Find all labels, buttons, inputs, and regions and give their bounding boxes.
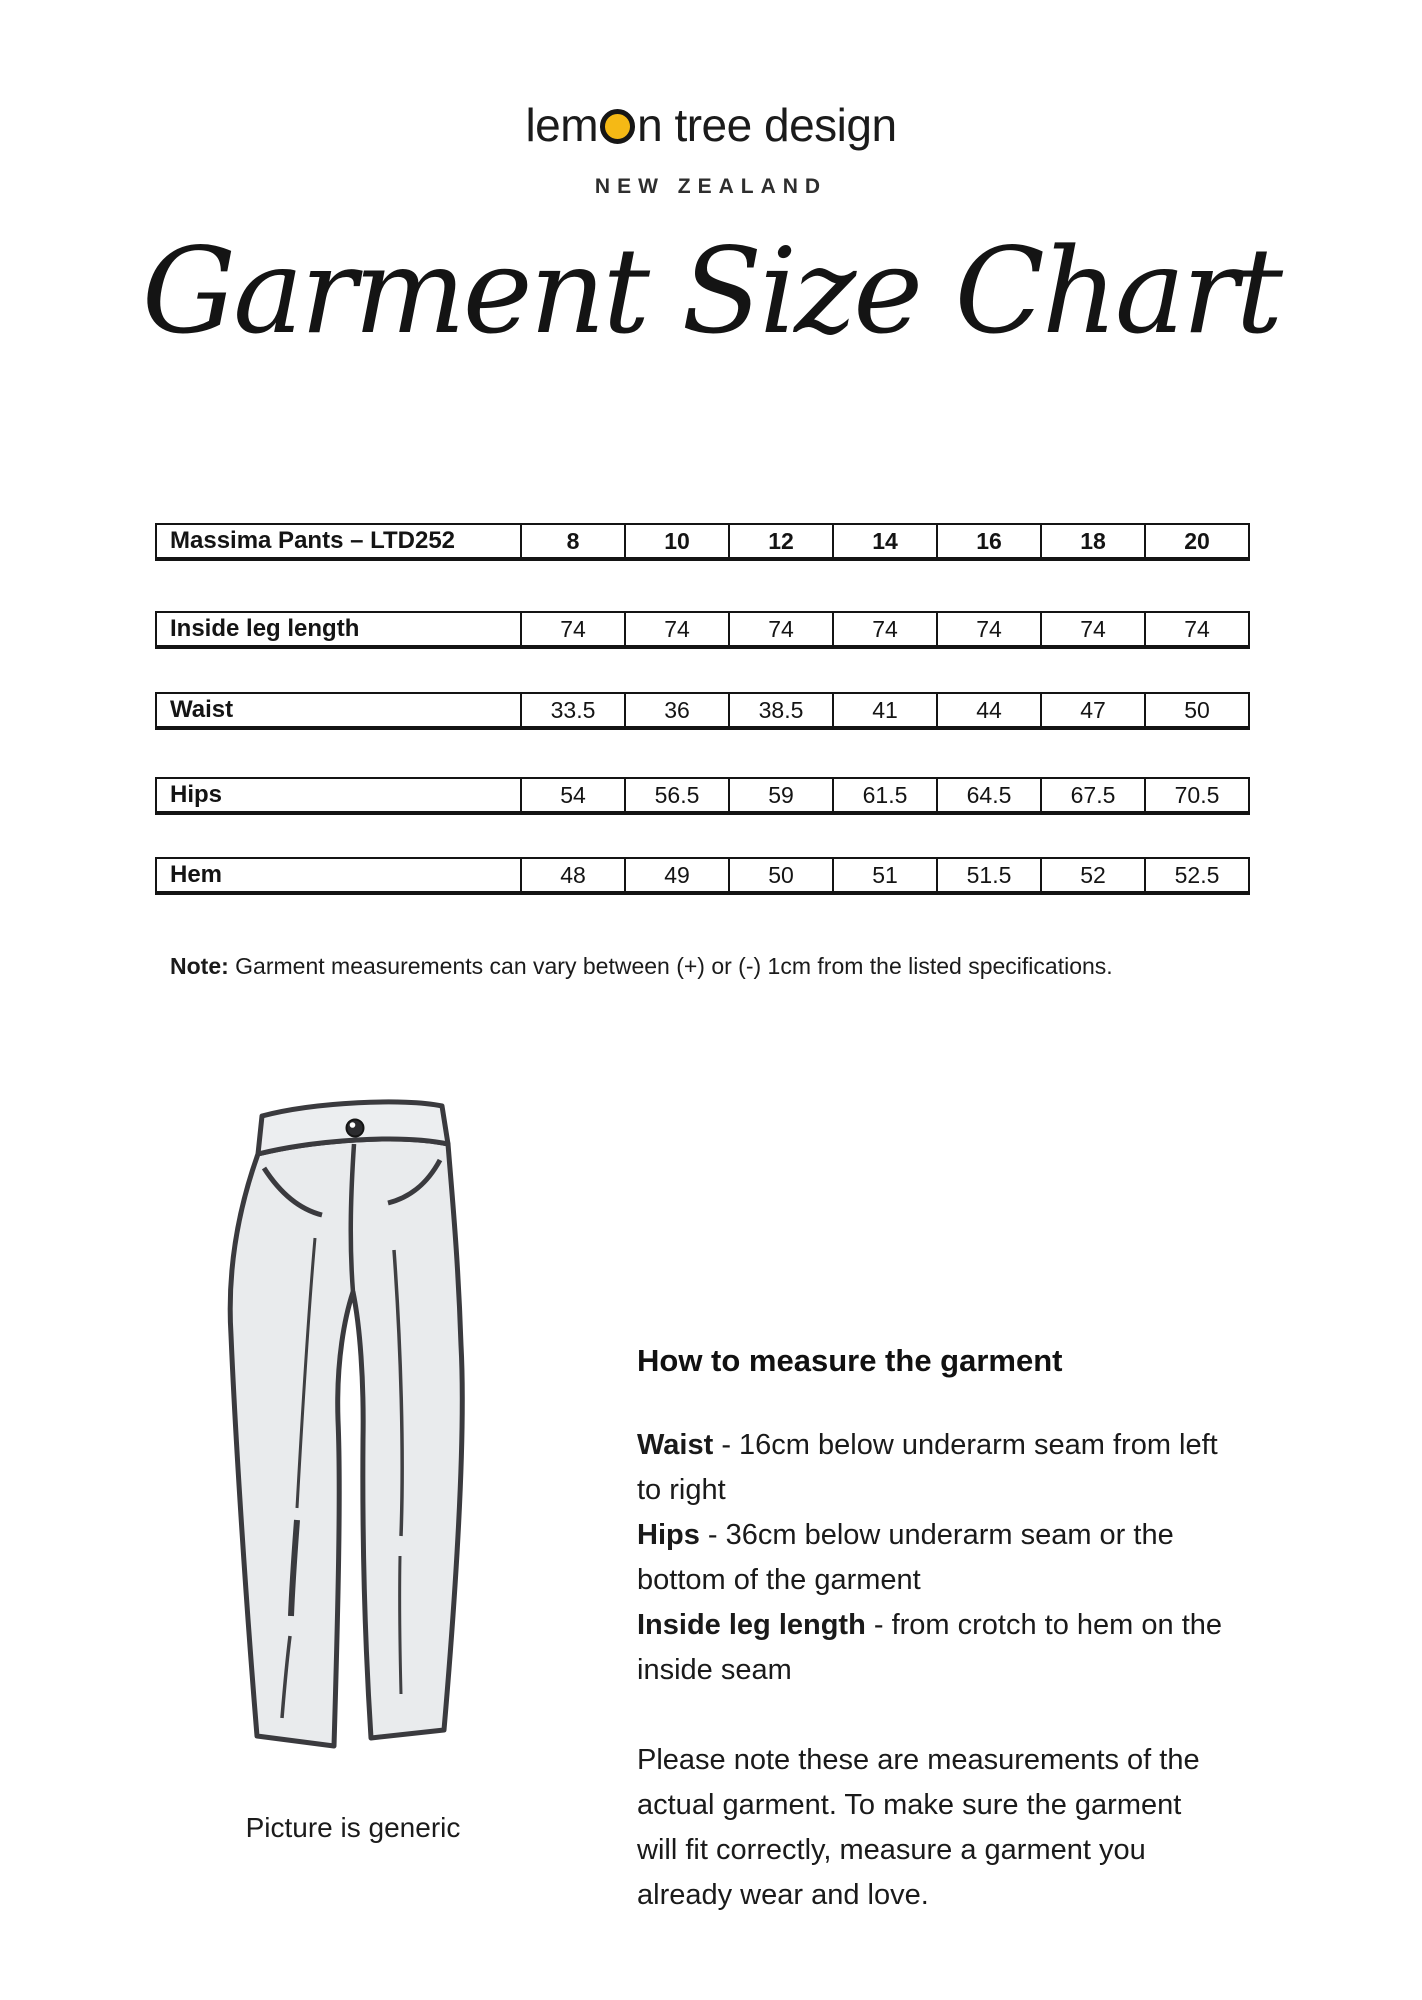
size-value: 74	[520, 613, 624, 645]
size-value: 41	[832, 694, 936, 726]
measure-row-waist	[155, 692, 1250, 730]
row-label: Hem	[170, 861, 223, 888]
size-value: 50	[1144, 694, 1248, 726]
size-value: 64.5	[936, 779, 1040, 811]
size-value: 48	[520, 859, 624, 891]
row-label: Hips	[170, 781, 223, 808]
size-value: 74	[1040, 613, 1144, 645]
size-value: 49	[624, 859, 728, 891]
measure-row-hips	[155, 777, 1250, 815]
pants-illustration	[220, 1088, 485, 1788]
size-value: 61.5	[832, 779, 936, 811]
note-text: Note: Garment measurements can vary between (+) or (-) 1cm from the listed specifications.	[170, 953, 1113, 979]
size-value: 47	[1040, 694, 1144, 726]
size-value: 74	[728, 613, 832, 645]
lemon-icon	[600, 109, 635, 144]
page-title: Garment Size Chart	[141, 222, 1281, 360]
measure-row-inside-leg	[155, 611, 1250, 649]
size-value: 54	[520, 779, 624, 811]
size-value: 74	[1144, 613, 1248, 645]
size-value: 67.5	[1040, 779, 1144, 811]
size-value: 52.5	[1144, 859, 1248, 891]
size-value: 59	[728, 779, 832, 811]
size-header-cell: 20	[1144, 525, 1248, 557]
brand-logo	[0, 98, 1422, 152]
pants-drawing-icon	[220, 1088, 485, 1788]
measure-instruction-hips: Hips - 36cm below underarm seam or the bottom of the garment	[637, 1519, 1174, 1596]
size-value: 70.5	[1144, 779, 1248, 811]
size-header-cell: 16	[936, 525, 1040, 557]
size-value: 74	[832, 613, 936, 645]
size-value: 52	[1040, 859, 1144, 891]
product-label: Massima Pants – LTD252	[170, 527, 456, 554]
measure-row-hem	[155, 857, 1250, 895]
measure-instruction-waist: Waist - 16cm below underarm seam from left to right	[637, 1429, 1218, 1506]
size-value: 50	[728, 859, 832, 891]
size-header-cell: 12	[728, 525, 832, 557]
how-to-measure-section	[637, 1342, 1222, 1918]
size-value: 51	[832, 859, 936, 891]
size-value: 36	[624, 694, 728, 726]
size-value: 74	[624, 613, 728, 645]
size-value: 56.5	[624, 779, 728, 811]
size-value: 51.5	[936, 859, 1040, 891]
brand-name-part1: lem	[525, 99, 599, 151]
size-header-cell: 10	[624, 525, 728, 557]
row-label: Waist	[170, 696, 234, 723]
brand-country: NEW ZEALAND	[594, 175, 828, 198]
size-table-header-row	[155, 523, 1250, 561]
how-to-heading: How to measure the garment	[637, 1343, 1063, 1378]
size-value: 33.5	[520, 694, 624, 726]
size-value: 74	[936, 613, 1040, 645]
brand-name-part2: n tree design	[637, 99, 897, 151]
note-label: Note:	[170, 953, 229, 979]
row-label: Inside leg length	[170, 615, 360, 642]
size-value: 38.5	[728, 694, 832, 726]
size-header-cell: 14	[832, 525, 936, 557]
size-value: 44	[936, 694, 1040, 726]
measure-instruction-inside-leg: Inside leg length - from crotch to hem on the inside seam	[637, 1609, 1223, 1686]
size-header-cell: 8	[520, 525, 624, 557]
illustration-caption: Picture is generic	[245, 1812, 461, 1843]
measure-note-paragraph: Please note these are measurements of the actual garment. To make sure the garment will fit correctly, measure a garment you already wear and love.	[637, 1744, 1200, 1911]
size-header-cell: 18	[1040, 525, 1144, 557]
